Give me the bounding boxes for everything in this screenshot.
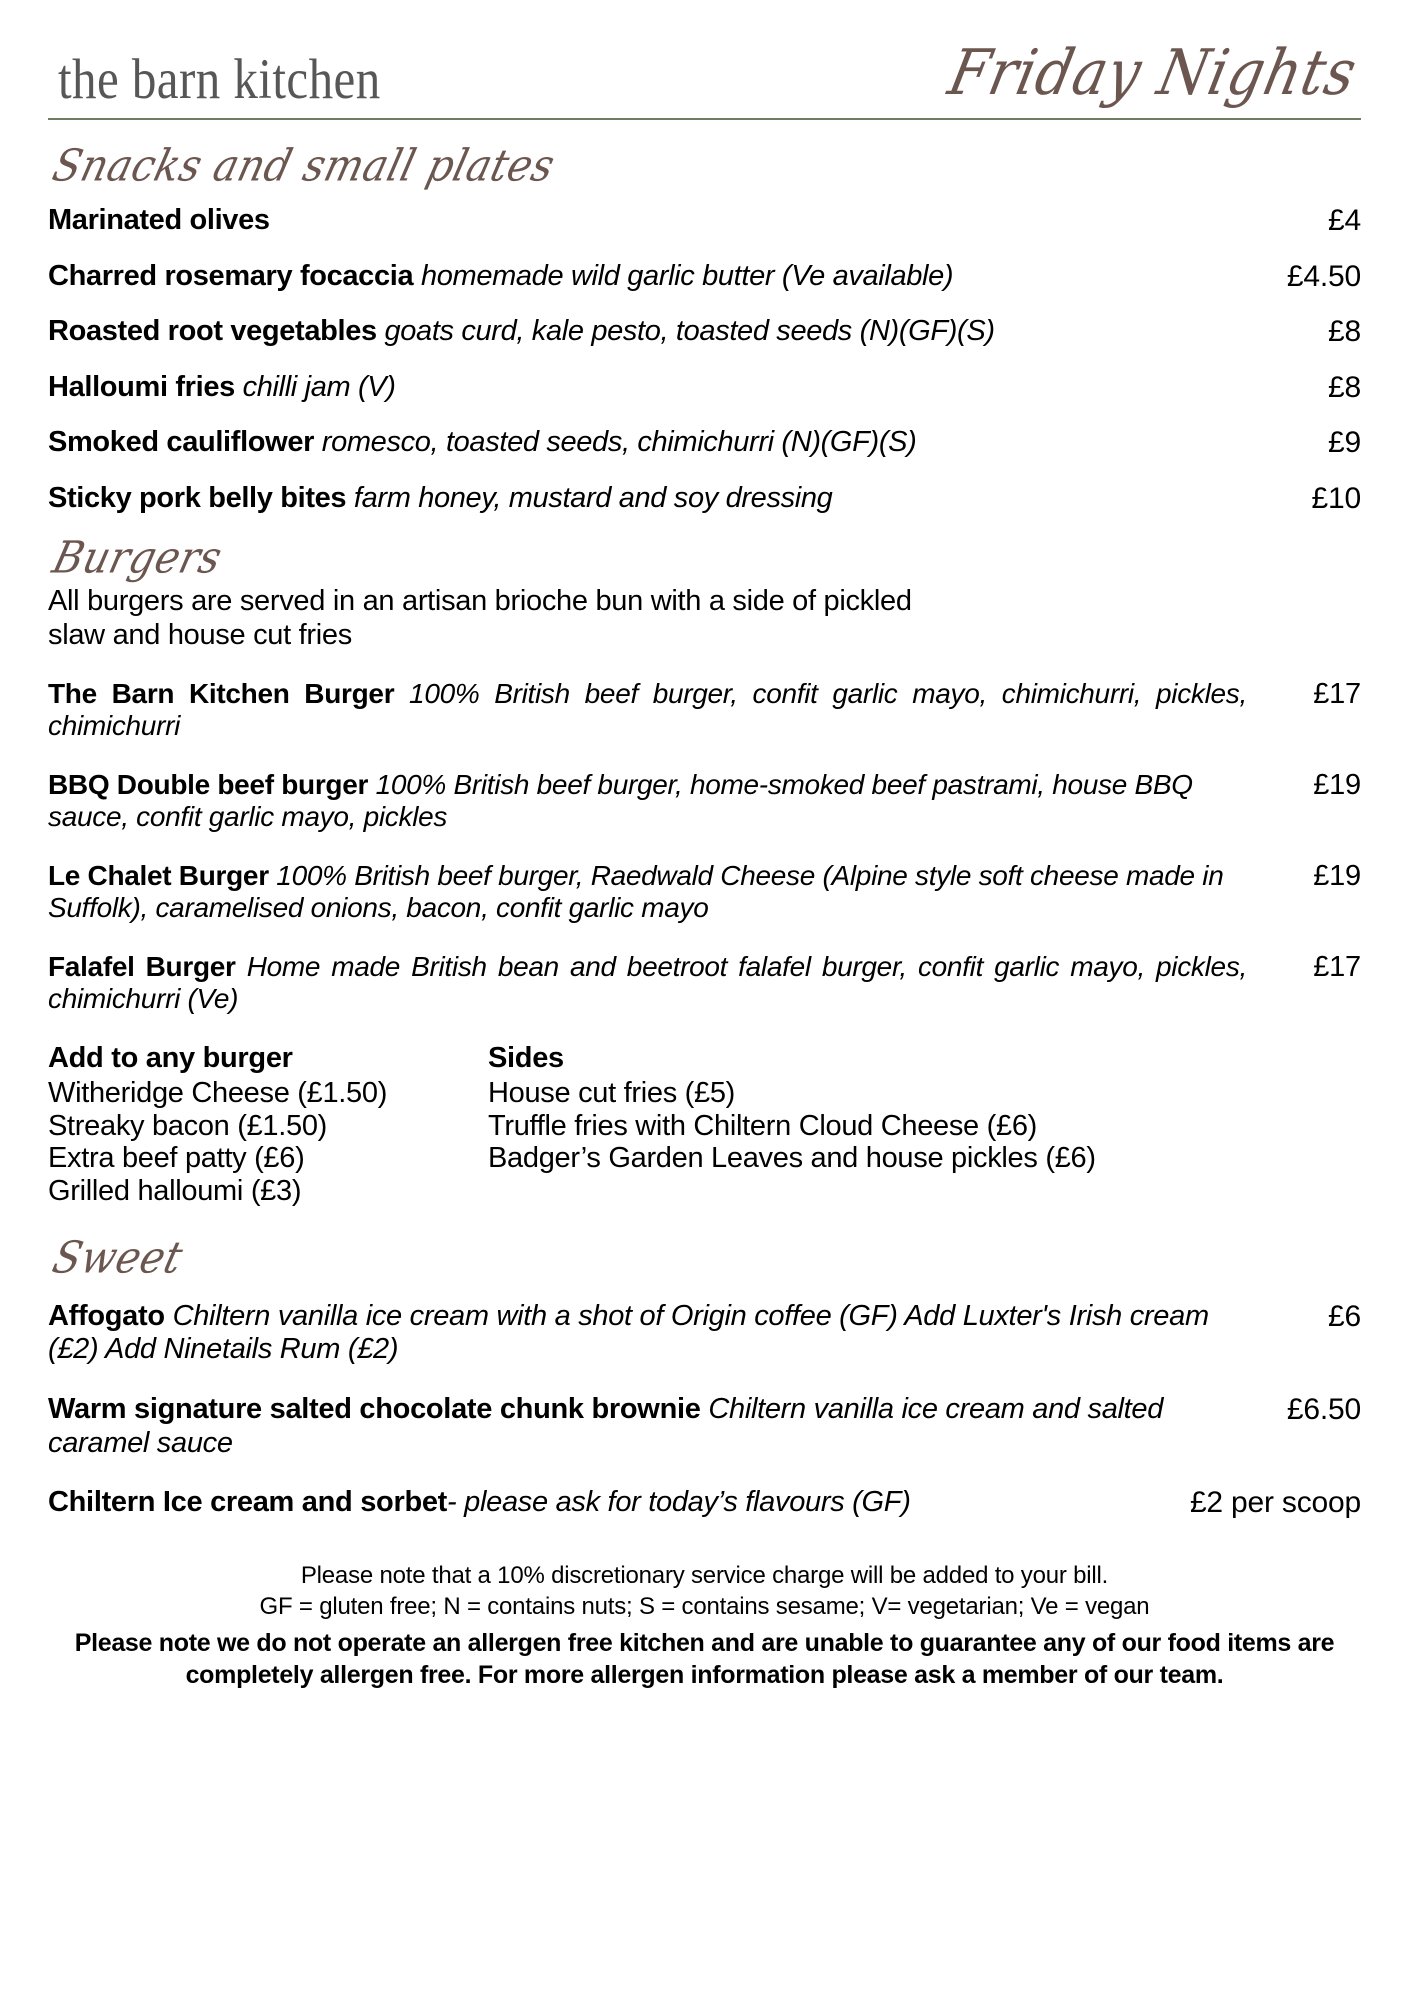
list-item: Extra beef patty (£6): [48, 1142, 305, 1175]
item-price: £17: [1313, 950, 1361, 983]
burgers-intro-text: All burgers are served in an artisan brioche bun with a side of pickled slaw and house cut fries: [48, 584, 912, 651]
item-price: £10: [1311, 481, 1361, 515]
menu-item: [48, 678, 1361, 743]
item-price: £19: [1313, 859, 1361, 892]
sides-heading: Sides: [488, 1041, 564, 1074]
item-name: Marinated olives: [48, 204, 270, 236]
item-name: Charred rosemary focaccia: [48, 259, 414, 292]
item-description: Chiltern vanilla ice cream with a shot of Origin coffee (GF) Add Luxter's Irish cream (£2) Add Ninetails Rum (£2): [48, 1299, 1209, 1366]
addons-heading: Add to any burger: [48, 1041, 293, 1074]
list-item: House cut fries (£5): [488, 1076, 736, 1109]
menu-item: [48, 426, 1361, 460]
item-name: Affogato: [48, 1299, 165, 1332]
menu-item: [48, 371, 1361, 405]
item-description: 100% British beef burger, home-smoked beef pastrami, house BBQ sauce, confit garlic mayo, pickles: [48, 768, 1193, 833]
sides-list: [488, 1077, 1361, 1175]
list-item: Badger’s Garden Leaves and house pickles (£6): [488, 1142, 1096, 1175]
item-name: Le Chalet Burger: [48, 859, 269, 891]
item-price: £4: [1328, 204, 1361, 237]
item-description: farm honey, mustard and soy dressing: [353, 481, 833, 514]
item-description: chilli jam (V): [242, 370, 396, 403]
allergen-key-note: GF = gluten free; N = contains nuts; S = contains sesame; V= vegetarian; Ve = vegan: [259, 1592, 1150, 1620]
snacks-list: [48, 204, 1361, 516]
menu-header: [48, 0, 1361, 112]
item-name: Chiltern Ice cream and sorbet: [48, 1486, 448, 1519]
item-name: Warm signature salted chocolate chunk brownie: [48, 1393, 701, 1426]
occasion-title: Friday Nights: [942, 36, 1363, 110]
item-price: £2 per scoop: [1189, 1486, 1361, 1520]
list-item: Streaky bacon (£1.50): [48, 1109, 328, 1142]
item-name: Halloumi fries: [48, 370, 235, 403]
item-description: 100% British beef burger, Raedwald Cheese (Alpine style soft cheese made in Suffolk), caramelised onions, bacon, confit garlic mayo: [48, 859, 1224, 924]
menu-item: [48, 204, 1361, 238]
sweet-list: [48, 1300, 1361, 1521]
list-item: Grilled halloumi (£3): [48, 1175, 302, 1208]
section-heading-burgers: Burgers: [47, 532, 228, 583]
item-name: Falafel Burger: [48, 950, 236, 982]
menu-item: [48, 951, 1361, 1016]
list-item: Truffle fries with Chiltern Cloud Cheese (£6): [488, 1109, 1038, 1142]
item-name: Roasted root vegetables: [48, 315, 377, 348]
item-price: £6.50: [1286, 1393, 1361, 1427]
item-name: BBQ Double beef burger: [48, 768, 369, 800]
service-charge-note: Please note that a 10% discretionary service charge will be added to your bill.: [300, 1562, 1109, 1590]
item-price: £8: [1328, 370, 1361, 404]
item-description: romesco, toasted seeds, chimichurri (N)(GF)(S): [321, 426, 917, 459]
menu-item: [48, 860, 1361, 925]
item-description: homemade wild garlic butter (Ve available): [420, 259, 954, 292]
menu-item: [48, 769, 1361, 834]
item-price: £8: [1328, 315, 1361, 349]
section-heading-sweet: Sweet: [47, 1232, 188, 1284]
menu-item: [48, 1300, 1361, 1367]
item-name: Smoked cauliflower: [48, 426, 315, 459]
item-description: goats curd, kale pesto, toasted seeds (N)(GF)(S): [384, 315, 995, 348]
menu-item: [48, 482, 1361, 516]
item-description: 100% British beef burger, confit garlic mayo, chimichurri, pickles, chimichurri: [48, 678, 1247, 742]
addons-list: [48, 1077, 488, 1208]
menu-item: [48, 1393, 1361, 1460]
item-name: The Barn Kitchen Burger: [48, 678, 395, 709]
menu-item: [48, 260, 1361, 294]
add-to-any-burger-column: [48, 1042, 488, 1208]
item-price: £6: [1328, 1299, 1361, 1333]
item-price: £9: [1328, 426, 1361, 460]
header-divider: [48, 118, 1361, 120]
item-description: - please ask for today’s flavours (GF): [447, 1486, 911, 1519]
list-item: Witheridge Cheese (£1.50): [48, 1076, 388, 1109]
menu-footer: [48, 1561, 1361, 1690]
addons-and-sides: [48, 1042, 1361, 1208]
sides-column: [488, 1042, 1361, 1208]
burgers-list: [48, 678, 1361, 1016]
item-price: £17: [1313, 678, 1361, 710]
item-price: £4.50: [1286, 259, 1361, 293]
allergen-notice: Please note we do not operate an allergen free kitchen and are unable to guarantee any of our food items are completely allergen free. For more allergen information please ask a member of our team.: [74, 1628, 1335, 1689]
item-name: Sticky pork belly bites: [48, 481, 347, 514]
menu-item: [48, 315, 1361, 349]
item-price: £19: [1313, 768, 1361, 801]
section-heading-snacks: Snacks and small plates: [47, 140, 560, 192]
item-description: Home made British bean and beetroot falafel burger, confit garlic mayo, pickles, chimichurri (Ve): [48, 950, 1248, 1015]
item-description: Chiltern vanilla ice cream and salted caramel sauce: [48, 1393, 1164, 1459]
restaurant-name: the barn kitchen: [58, 48, 381, 111]
menu-item: [48, 1486, 1361, 1521]
